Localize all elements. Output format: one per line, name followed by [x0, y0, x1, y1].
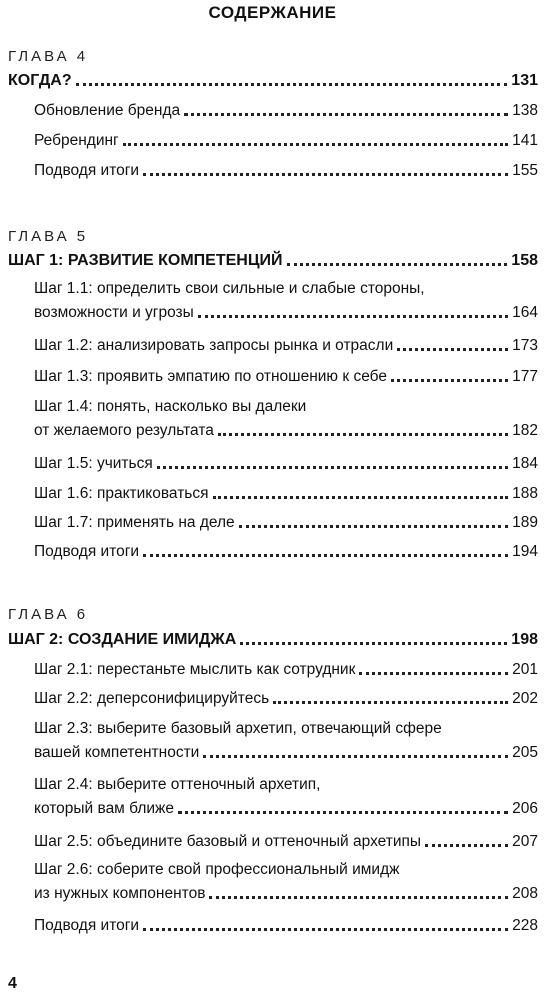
- dot-leader: [397, 348, 508, 351]
- toc-entry[interactable]: [34, 132, 538, 150]
- entry-page: 194: [512, 543, 538, 560]
- entry-page: 155: [512, 162, 538, 179]
- entry-text: Шаг 1.2: анализировать запросы рынка и отрасли: [34, 337, 394, 354]
- entry-text: Подводя итоги: [34, 543, 140, 560]
- entry-page: 182: [512, 422, 538, 439]
- entry-text: КОГДА?: [8, 72, 72, 89]
- entry-page: 198: [511, 631, 538, 648]
- entry-text-line2: вашей компетентности: [34, 744, 200, 761]
- dot-leader: [240, 642, 507, 645]
- entry-text-line1: Шаг 1.1: определить свои сильные и слабые стороны,: [34, 280, 425, 297]
- entry-page: 208: [512, 885, 538, 902]
- dot-leader: [209, 896, 508, 899]
- entry-page: 173: [512, 337, 538, 354]
- toc-entry-multiline[interactable]: [34, 280, 538, 322]
- toc-entry[interactable]: [34, 102, 538, 120]
- toc-entry-multiline[interactable]: [34, 776, 538, 818]
- entry-page: 205: [512, 744, 538, 761]
- entry-page: 228: [512, 917, 538, 934]
- dot-leader: [425, 844, 508, 847]
- chapter-4-label: ГЛАВА 4: [8, 48, 89, 65]
- entry-text: Шаг 1.7: применять на деле: [34, 514, 235, 531]
- entry-text: Шаг 1.5: учиться: [34, 455, 153, 472]
- toc-entry[interactable]: [34, 455, 538, 473]
- entry-text: Шаг 2.5: объедините базовый и оттеночный архетипы: [34, 833, 422, 850]
- dot-leader: [143, 173, 508, 176]
- entry-page: 189: [512, 514, 538, 531]
- dot-leader: [157, 466, 508, 469]
- entry-text-line2: возможности и угрозы: [34, 304, 194, 321]
- toc-entry-multiline[interactable]: [34, 861, 538, 903]
- toc-entry-ch5-title[interactable]: [8, 252, 538, 270]
- entry-page: 201: [512, 661, 538, 678]
- dot-leader: [184, 113, 508, 116]
- entry-page: 188: [512, 485, 538, 502]
- toc-entry[interactable]: [34, 514, 538, 532]
- chapter-5-label: ГЛАВА 5: [8, 228, 89, 245]
- entry-text: Ребрендинг: [34, 132, 119, 149]
- dot-leader: [213, 496, 509, 499]
- entry-text: Шаг 1.3: проявить эмпатию по отношению к себе: [34, 368, 387, 385]
- toc-entry[interactable]: [34, 337, 538, 355]
- toc-entry[interactable]: [34, 543, 538, 561]
- entry-text: ШАГ 1: РАЗВИТИЕ КОМПЕТЕНЦИЙ: [8, 252, 283, 269]
- entry-page: 141: [512, 132, 538, 149]
- toc-entry-ch6-title[interactable]: [8, 631, 538, 649]
- entry-text-line2: который вам ближе: [34, 800, 175, 817]
- dot-leader: [76, 83, 508, 86]
- entry-page: 202: [512, 690, 538, 707]
- entry-text: Шаг 2.1: перестаньте мыслить как сотрудник: [34, 661, 356, 678]
- dot-leader: [273, 701, 508, 704]
- entry-page: 207: [512, 833, 538, 850]
- entry-text: Подводя итоги: [34, 162, 140, 179]
- toc-entry[interactable]: [34, 690, 538, 708]
- entry-page: 138: [512, 102, 538, 119]
- entry-text: ШАГ 2: СОЗДАНИЕ ИМИДЖА: [8, 631, 237, 648]
- entry-page: 158: [511, 252, 538, 269]
- dot-leader: [143, 554, 508, 557]
- dot-leader: [178, 811, 508, 814]
- toc-entry-multiline[interactable]: [34, 720, 538, 762]
- entry-page: 131: [511, 72, 538, 89]
- toc-entry[interactable]: [34, 485, 538, 503]
- entry-text: Шаг 1.6: практиковаться: [34, 485, 209, 502]
- toc-entry[interactable]: [34, 661, 538, 679]
- entry-text-line1: Шаг 2.3: выберите базовый архетип, отвечающий сфере: [34, 720, 442, 737]
- chapter-6-label: ГЛАВА 6: [8, 606, 89, 623]
- dot-leader: [143, 928, 508, 931]
- entry-page: 206: [512, 800, 538, 817]
- entry-text: Обновление бренда: [34, 102, 181, 119]
- entry-text-line2: от желаемого результата: [34, 422, 214, 439]
- page-title: СОДЕРЖАНИЕ: [208, 3, 337, 22]
- dot-leader: [287, 263, 508, 266]
- toc-entry-multiline[interactable]: [34, 398, 538, 440]
- dot-leader: [203, 755, 508, 758]
- dot-leader: [239, 525, 508, 528]
- entry-page: 184: [512, 455, 538, 472]
- entry-text-line2: из нужных компонентов: [34, 885, 206, 902]
- dot-leader: [123, 143, 508, 146]
- toc-entry[interactable]: [34, 833, 538, 851]
- entry-text: Подводя итоги: [34, 917, 140, 934]
- toc-entry[interactable]: [34, 162, 538, 180]
- toc-entry[interactable]: [34, 917, 538, 935]
- page-number: 4: [8, 975, 17, 992]
- dot-leader: [359, 672, 508, 675]
- entry-text-line1: Шаг 1.4: понять, насколько вы далеки: [34, 398, 307, 415]
- dot-leader: [391, 379, 508, 382]
- entry-text: Шаг 2.2: деперсонифицируйтесь: [34, 690, 270, 707]
- dot-leader: [198, 315, 508, 318]
- entry-page: 177: [512, 368, 538, 385]
- toc-entry[interactable]: [34, 368, 538, 386]
- entry-page: 164: [512, 304, 538, 321]
- entry-text-line1: Шаг 2.6: соберите свой профессиональный имидж: [34, 861, 400, 878]
- toc-entry-ch4-title[interactable]: [8, 72, 538, 90]
- dot-leader: [218, 433, 508, 436]
- entry-text-line1: Шаг 2.4: выберите оттеночный архетип,: [34, 776, 321, 793]
